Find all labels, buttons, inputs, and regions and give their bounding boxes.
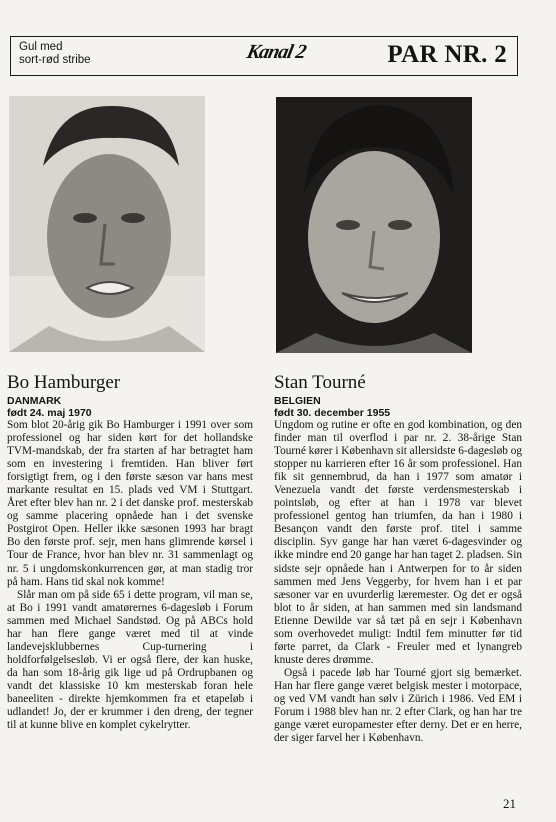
kanal2-logo: Kanal 2 (244, 41, 308, 63)
jersey-line-1: Gul med (19, 41, 63, 53)
rider-photo-bo-hamburger (9, 96, 205, 352)
rider-name: Bo Hamburger (7, 372, 121, 393)
rider-name: Stan Tourné (274, 372, 366, 393)
jersey-description (19, 41, 91, 67)
page-header (10, 36, 518, 76)
jersey-line-2: sort-rød stribe (19, 54, 91, 66)
rider-biography (7, 419, 253, 732)
bio-paragraph: Ungdom og rutine er ofte en god kombination, og den finder man til overflod i par nr. 2. 38-årige Stan Tourné kører i København sit allersidste 6-dagesløb og stopper nu karrieren efter 16 år som professionel. Han fik sit gennembrud, da han i 1977 som amatør i Venezuela vandt det første verdensmesterskab i pointsløb, og efter at han i 1978 var blevet professionel gentog han triumfen, da han i 1980 i Besançon vandt den første prof. titel i samme disciplin. Syv gange har han været 6-dagesvinder og ikke mindre end 20 gange har han taget 2. pladsen. Sin sidste sejr opnåede han i Antwerpen for to år siden sammen med Jens Veggerby, for hvem han i et par sæsoner var en uvurderlig læremester. Og det er også blot to år siden, at han sammen med sin landsmand Etienne Dewilde var så tæt på en sejr i København som overhovedet muligt: Indtil fem minutter før tid førte parret, da Clark - Freuler med et lynangreb knuste deres drømme. (274, 419, 522, 666)
pair-title: PAR NR. 2 (387, 41, 507, 68)
rider-birthdate: født 30. december 1955 (274, 407, 391, 419)
page-number: 21 (503, 796, 516, 811)
rider-country: DANMARK (7, 395, 62, 407)
rider-birthdate: født 24. maj 1970 (7, 407, 92, 419)
rider-photo-stan-tourne (276, 97, 472, 353)
rider-biography (274, 419, 522, 745)
bio-paragraph: Slår man om på side 65 i dette program, vil man se, at Bo i 1991 vandt amatørernes 6-dagesløb i Forum sammen med Michael Sandstød. Og på ABCs hold har han flere gange været med til at vinde landevejsklubbernes Cup-turnering i holdforfølgelsesløb. Vi er også flere, der kan huske, da han som 18-årig gik lige ud på Ordrupbanen og vandt det klassiske 10 km mesterskab foran hele baneeliten - direkte hjemkommen fra et etapeløb i udlandet! Jo, der er krummer i den dreng, der tegner til at kunne blive en komplet cykelrytter. (7, 588, 253, 732)
bio-paragraph: Også i pacede løb har Tourné gjort sig bemærket. Han har flere gange været belgisk mester i motorpace, og ved VM vandt han sølv i Zürich i 1986. Ved EM i Forum i 1988 blev han nr. 2 efter Clark, og han har tre gange været europamester efter derny. Det er en herre, der siger farvel her i København. (274, 666, 522, 745)
rider-column-left (7, 372, 253, 732)
bio-paragraph: Som blot 20-årig gik Bo Hamburger i 1991 over som professionel og har siden kørt for det hollandske TVM-mandskab, der fra starten af har betragtet ham som en investering i fremtiden. Han bliver ført forsigtigt frem, og i den første sæson var hans mest markante resultat en 15. plads ved VM i Stuttgart. Året efter blev han nr. 2 i det danske prof. mesterskab og samme placering opnåede han i det svenske Postgirot Open. Heller ikke sæsonen 1993 har bragt Bo den første prof. sejr, men hans glimrende kørsel i Tour de France, hvor han blev nr. 31 sammenlagt og nr. 5 i ungdomskonkurrencen gør, at man stadig tror på ham. Hans tid skal nok komme! (7, 419, 253, 588)
rider-column-right (274, 372, 522, 745)
rider-country: BELGIEN (274, 395, 321, 407)
